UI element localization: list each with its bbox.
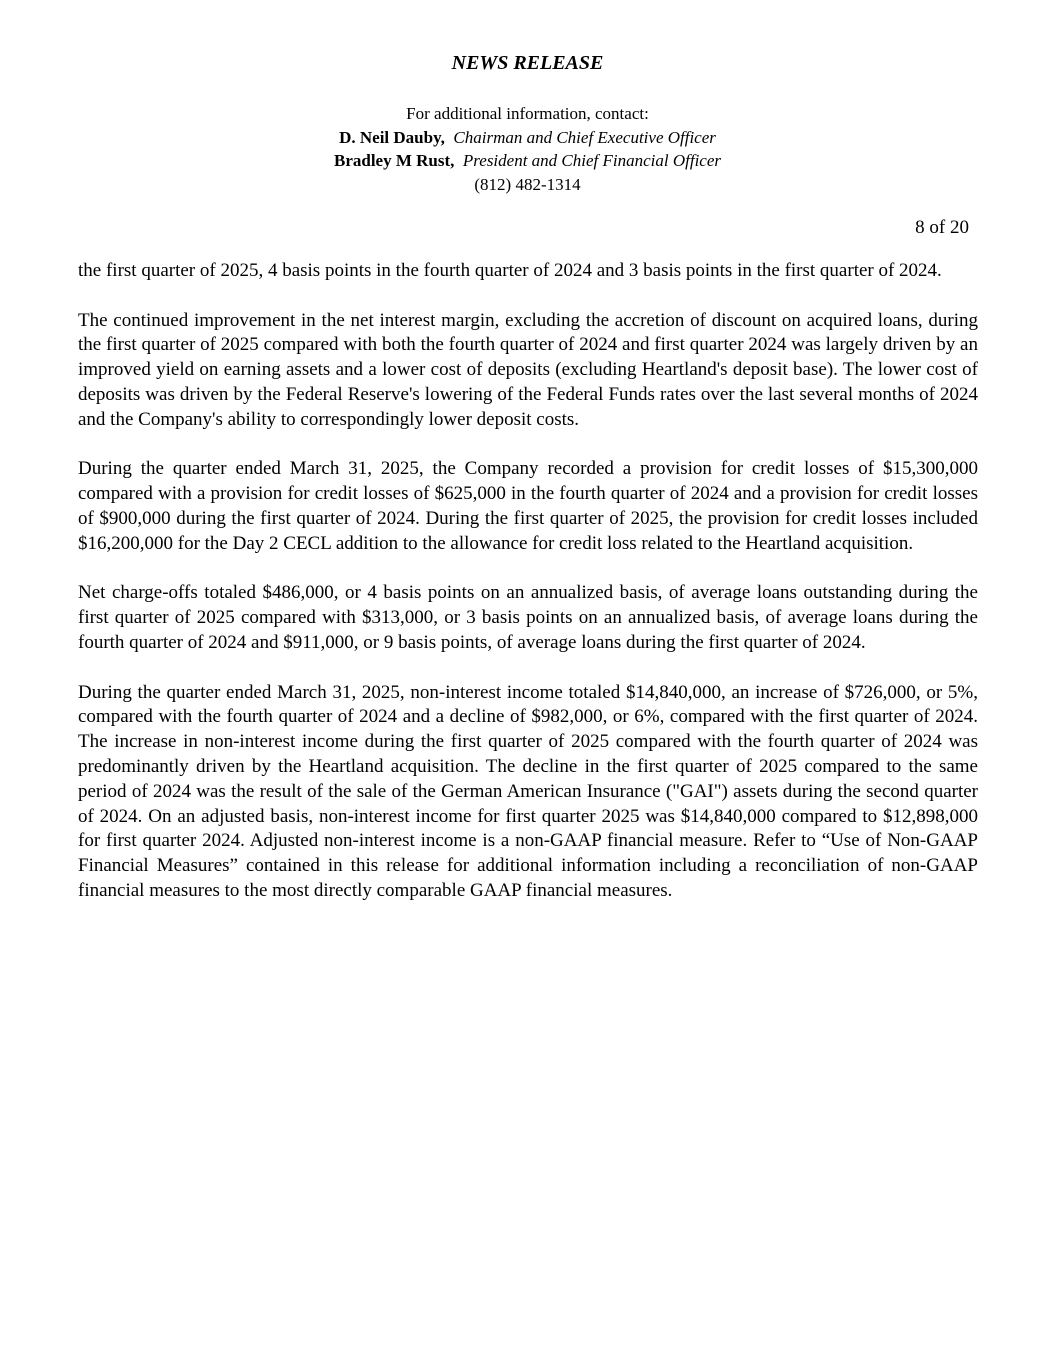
- contact-line: [0, 126, 1055, 150]
- contact-name: Bradley M Rust,: [333, 151, 455, 170]
- release-header: [0, 50, 1055, 196]
- contact-phone: (812) 482-1314: [474, 174, 581, 194]
- contact-intro: For additional information, contact:: [406, 104, 649, 123]
- paragraph: Net charge-offs totaled $486,000, or 4 basis points on an annualized basis, of average loans outstanding during the first quarter of 2025 compared with $313,000, or 3 basis points on an annualized basis, of average loans during the fourth quarter of 2024 and $911,000, or 9 basis points, of average loans during the first quarter of 2024.: [78, 582, 978, 653]
- paragraph: the first quarter of 2025, 4 basis points in the fourth quarter of 2024 and 3 basis points in the first quarter of 2024.: [78, 260, 942, 281]
- paragraph: During the quarter ended March 31, 2025, non-interest income totaled $14,840,000, an increase of $726,000, or 5%, compared with the fourth quarter of 2024 and a decline of $982,000, or 6%, compared with the first quarter of 2024. The increase in non-interest income during the first quarter of 2025 compared with the fourth quarter of 2024 was predominantly driven by the Heartland acquisition. The decline in the first quarter of 2025 compared to the same period of 2024 was the result of the sale of the German American Insurance ("GAI") assets during the second quarter of 2024. On an adjusted basis, non-interest income for first quarter 2025 was $14,840,000 compared to $12,898,000 for first quarter 2024. Adjusted non-interest income is a non-GAAP financial measure. Refer to “Use of Non-GAAP Financial Measures” contained in this release for additional information including a reconciliation of non-GAAP financial measures to the most directly comparable GAAP financial measures.: [78, 681, 978, 901]
- contact-name: D. Neil Dauby,: [339, 127, 445, 147]
- page-number: 8 of 20: [915, 217, 969, 238]
- contact-block: [0, 102, 1055, 196]
- contact-title: Chairman and Chief Executive Officer: [453, 127, 716, 147]
- body-text: [78, 259, 978, 929]
- release-title: NEWS RELEASE: [451, 52, 604, 74]
- contact-title: President and Chief Financial Officer: [462, 151, 722, 170]
- paragraph: During the quarter ended March 31, 2025, the Company recorded a provision for credit losses of $15,300,000 compared with a provision for credit losses of $625,000 in the fourth quarter of 2024 and a provision for credit losses of $900,000 during the first quarter of 2024. During the first quarter of 2025, the provision for credit losses included $16,200,000 for the Day 2 CECL addition to the allowance for credit loss related to the Heartland acquisition.: [78, 458, 978, 554]
- contact-line: [0, 149, 1055, 173]
- paragraph: The continued improvement in the net interest margin, excluding the accretion of discount on acquired loans, during the first quarter of 2025 compared with both the fourth quarter of 2024 and first quarter 2024 was largely driven by an improved yield on earning assets and a lower cost of deposits (excluding Heartland's deposit base). The lower cost of deposits was driven by the Federal Reserve's lowering of the Federal Funds rates over the last several months of 2024 and the Company's ability to correspondingly lower deposit costs.: [78, 309, 978, 430]
